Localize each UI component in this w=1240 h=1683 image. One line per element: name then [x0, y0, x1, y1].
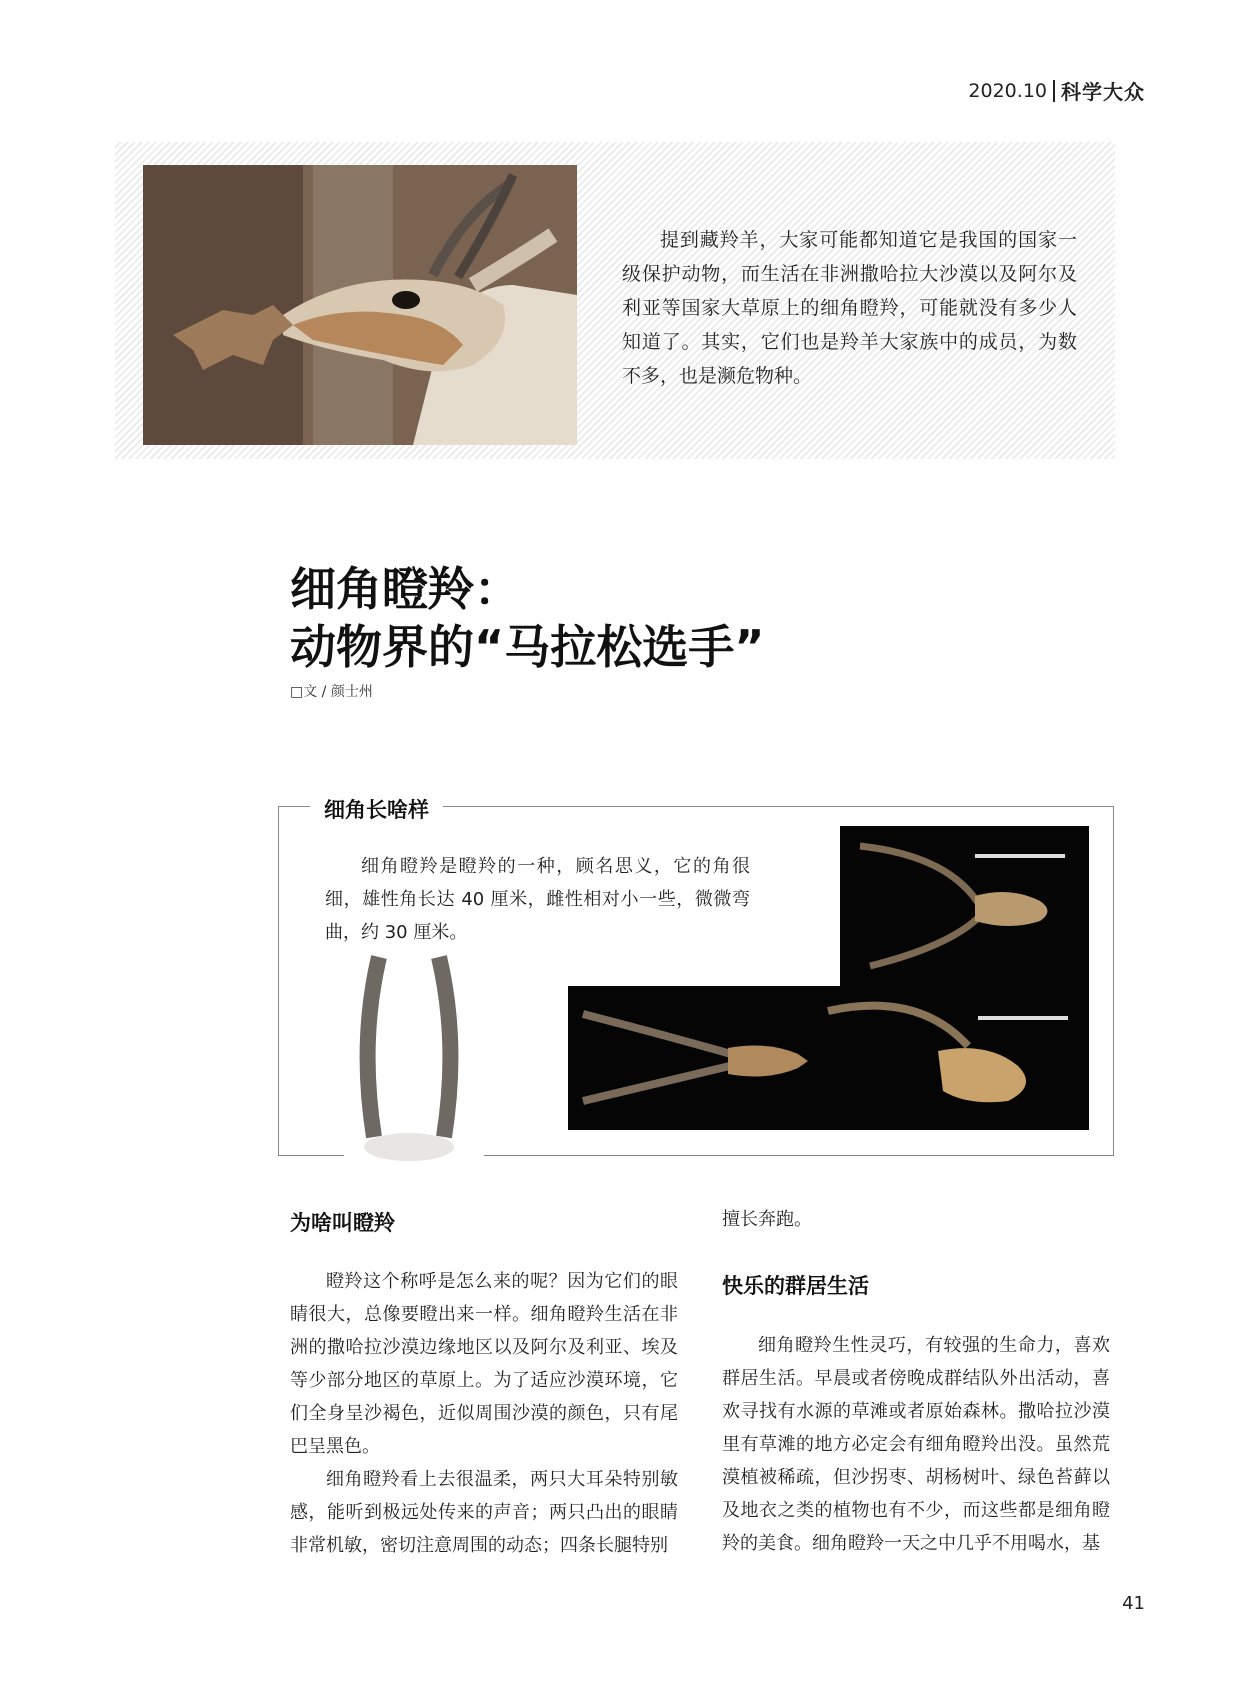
section-1-paragraph-2: 细角瞪羚看上去很温柔，两只大耳朵特别敏感，能听到极远处传来的声音；两只凸出的眼睛非常机敏，密切注意周围的动态；四条长腿特别: [290, 1469, 678, 1556]
section-heading-why-gazelle: 为啥叫瞪羚: [290, 1211, 395, 1235]
skull-top-illustration: [840, 826, 1089, 986]
horns-illustration: [344, 952, 484, 1182]
issue-date: 2020.10: [968, 79, 1047, 102]
skull-photo-bottom: [568, 986, 1089, 1130]
section-2-paragraph-1: 细角瞪羚生性灵巧，有较强的生命力，喜欢群居生活。早晨或者傍晚成群结队外出活动，喜欢寻找有水源的草滩或者原始森林。撒哈拉沙漠里有草滩的地方必定会有细角瞪羚出没。虽然荒漠植被稀疏，但沙拐枣、胡杨树叶、绿色苔藓以及地衣之类的植物也有不少，而这些都是细角瞪羚的美食。细角瞪羚一天之中几乎不用喝水，基: [722, 1335, 1110, 1554]
magazine-logo: 科学大众: [1061, 80, 1145, 104]
skull-bottom-illustration: [568, 986, 1089, 1130]
section-1-paragraph-3: 擅长奔跑。: [722, 1209, 812, 1230]
section-1-continued: [722, 1203, 1110, 1236]
issue-header: [968, 76, 1145, 105]
sidebar-paragraph: 细角瞪羚是瞪羚的一种，顾名思义，它的角很细，雄性角长达 40 厘米，雌性相对小一些，微微弯曲，约 30 厘米。: [325, 856, 750, 943]
gazelle-photo: [143, 165, 577, 445]
title-line-1: 细角瞪羚：: [290, 562, 520, 616]
intro-paragraph: 提到藏羚羊，大家可能都知道它是我国的国家一级保护动物，而生活在非洲撒哈拉大沙漠以及阿尔及利亚等国家大草原上的细角瞪羚，可能就没有多少人知道了。其实，它们也是羚羊大家族中的成员，为数不多，也是濒危物种。: [622, 229, 1077, 387]
sidebar-heading: 细角长啥样: [310, 794, 443, 824]
gazelle-illustration: [143, 165, 577, 445]
section-2-body: [722, 1329, 1110, 1560]
article-title: [290, 560, 764, 676]
title-line-2: 动物界的“马拉松选手”: [290, 620, 765, 674]
section-1-paragraph-1: 瞪羚这个称呼是怎么来的呢？因为它们的眼睛很大，总像要瞪出来一样。细角瞪羚生活在非洲的撒哈拉沙漠边缘地区以及阿尔及利亚、埃及等少部分地区的草原上。为了适应沙漠环境，它们全身呈沙褐色，近似周围沙漠的颜色，只有尾巴呈黑色。: [290, 1271, 678, 1457]
section-heading-group-life: 快乐的群居生活: [722, 1274, 869, 1298]
horns-photo: [344, 952, 484, 1182]
header-divider: [1053, 80, 1055, 102]
page-number: 41: [1122, 1593, 1145, 1614]
byline: □文 / 颜士州: [290, 684, 373, 700]
section-1-body: [290, 1265, 678, 1562]
skull-photo-top: [840, 826, 1089, 986]
